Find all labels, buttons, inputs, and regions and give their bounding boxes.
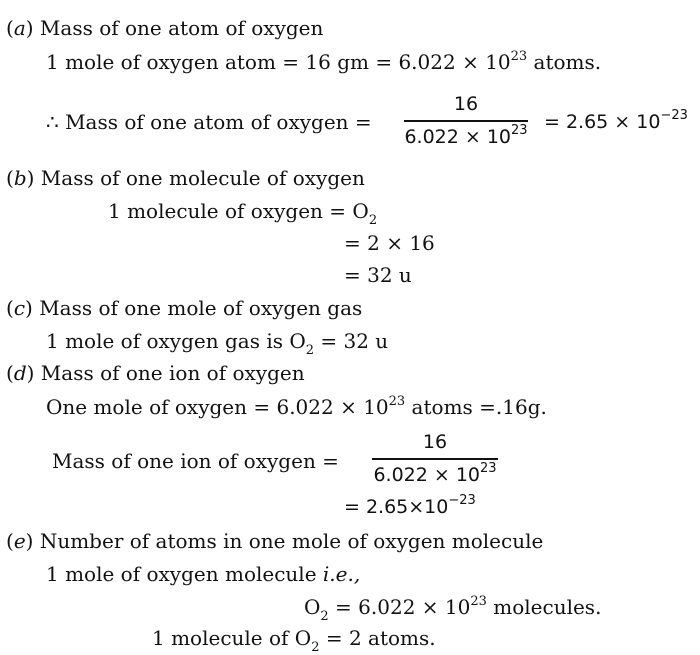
part-a-result: = $2.65 \times 10^{-23}$ [544,108,688,133]
heading-text: Mass of one molecule of oxygen [40,166,365,190]
part-e-line1: 1 mole of oxygen molecule i.e., [46,562,361,586]
part-d-line2: Mass of one ion of oxygen = [52,449,339,473]
part-d-result: = $2.65\times 10^{-23}$ [344,493,476,518]
part-e-line3: 1 molecule of $O_2 = 2$ atoms. [152,626,436,655]
fraction-bar [404,120,528,122]
numerator: 16 [422,431,448,453]
part-c-label: (c) [6,296,33,320]
part-c-heading [6,298,362,318]
numerator: 16 [453,93,479,115]
part-d-line1: One mole of oxygen = $6.022 \times 10^{23}$ atoms =.16g. [46,394,547,419]
denominator: $6.022 \times 10^{23}$ [373,461,497,486]
heading-text: Number of atoms in one mole of oxygen molecule [39,529,544,553]
part-b-line2: = 2 × 16 [344,231,435,255]
part-b-line1: 1 molecule of oxygen = $O_2$ [108,199,378,228]
part-a-heading [6,18,323,38]
denominator: $6.022 \times 10^{23}$ [404,123,528,148]
part-c-line1: 1 mole of oxygen gas is $O_2 = 32$ u [46,329,389,358]
heading-text: Mass of one atom of oxygen [39,16,324,40]
part-e-line2: $O_2 = 6.022 \times 10^{23}$ molecules. [304,594,602,624]
part-d-fraction [372,433,498,485]
part-e-heading [6,531,543,551]
part-b-label: (b) [6,166,35,190]
part-a-label: (a) [6,16,34,40]
heading-text: Mass of one ion of oxygen [40,361,305,385]
part-d-label: (d) [6,361,35,385]
part-d-heading [6,363,305,383]
part-b-line3: = 32 u [344,263,412,287]
part-e-label: (e) [6,529,34,553]
part-a-fraction [404,95,528,147]
fraction-bar [372,458,498,460]
part-b-heading [6,168,365,188]
part-a-line2: ∴ Mass of one atom of oxygen = [46,110,372,134]
heading-text: Mass of one mole of oxygen gas [39,296,363,320]
part-a-line1: 1 mole of oxygen atom = 16 gm = $6.022 \times 10^{23}$ atoms. [46,49,602,74]
